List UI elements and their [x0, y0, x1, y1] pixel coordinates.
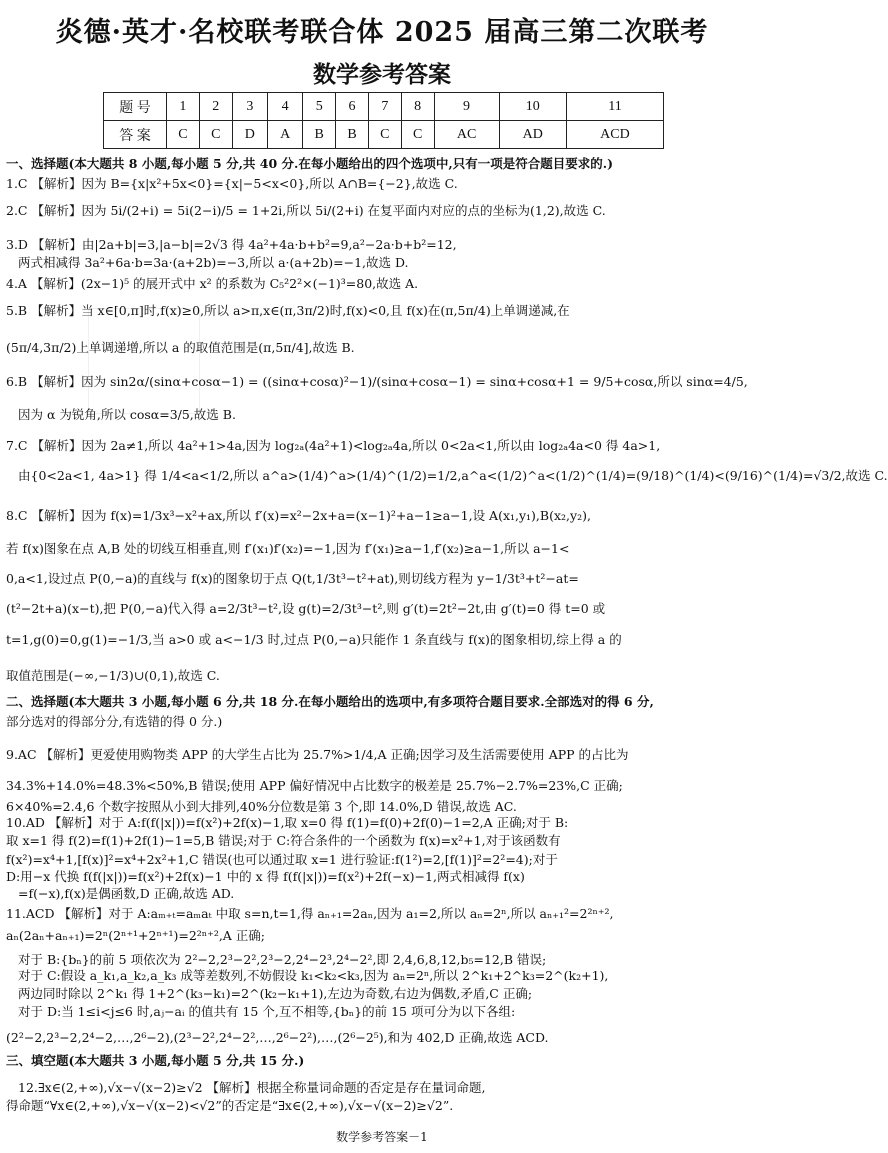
question-number: 1 — [167, 93, 200, 121]
solution-line: 34.3%+14.0%=48.3%<50%,B 错误;使用 APP 偏好情况中占比数字的极差是 25.7%−2.7%=23%,C 正确; — [6, 778, 623, 793]
question-number: 6 — [336, 93, 369, 121]
solution-line: 12.∃x∈(2,+∞),√x−√(x−2)≥√2 【解析】根据全称量词命题的否定是存在量词命题, — [18, 1080, 486, 1095]
solution-line: 5.B 【解析】当 x∈[0,π]时,f(x)≥0,所以 a>π,x∈(π,3π/2)时,f(x)<0,且 f(x)在(π,5π/4)上单调递减,在 — [6, 303, 570, 318]
answer-cell: A — [267, 121, 302, 149]
solution-line: 部分选对的得部分分,有选错的得 0 分.) — [6, 714, 223, 729]
solution-line: 对于 B:{bₙ}的前 5 项依次为 2²−2,2³−2²,2³−2,2⁴−2³,2⁴−2²,即 2,4,6,8,12,b₅=12,B 错误; — [18, 952, 547, 967]
table-row — [104, 121, 664, 149]
solution-line: 取值范围是(−∞,−1/3)∪(0,1),故选 C. — [6, 668, 220, 683]
answer-cell: C — [167, 121, 200, 149]
solution-line: f(x²)=x⁴+1,[f(x)]²=x⁴+2x²+1,C 错误(也可以通过取 x=1 进行验证:f(1²)=2,[f(1)]²=2²=4);对于 — [6, 852, 558, 867]
solution-line: 因为 α 为锐角,所以 cosα=3/5,故选 B. — [18, 407, 236, 422]
solution-line: 6.B 【解析】因为 sin2α/(sinα+cosα−1) = ((sinα+cosα)²−1)/(sinα+cosα−1) = sinα+cosα+1 = 9/5+cosα,所以 sinα=4/5, — [6, 374, 748, 389]
answer-cell: D — [232, 121, 267, 149]
solution-line: =f(−x),f(x)是偶函数,D 正确,故选 AD. — [18, 886, 235, 901]
solution-line: (t²−2t+a)(x−t),把 P(0,−a)代入得 a=2/3t³−t²,设 g(t)=2/3t³−t²,则 g′(t)=2t²−2t,由 g′(t)=0 得 t=0 或 — [6, 601, 606, 616]
question-number: 2 — [199, 93, 232, 121]
solution-line: 若 f(x)图象在点 A,B 处的切线互相垂直,则 f′(x₁)f′(x₂)=−1,因为 f′(x₁)≥a−1,f′(x₂)≥a−1,所以 a−1< — [6, 541, 570, 556]
solution-line: 两边同时除以 2^k₁ 得 1+2^(k₃−k₁)=2^(k₂−k₁+1),左边为奇数,右边为偶数,矛盾,C 正确; — [18, 986, 533, 1001]
solution-line: (2²−2,2³−2,2⁴−2,…,2⁶−2),(2³−2²,2⁴−2²,…,2⁶−2²),…,(2⁶−2⁵),和为 402,D 正确,故选 ACD. — [6, 1030, 549, 1045]
solution-line: 8.C 【解析】因为 f(x)=1/3x³−x²+ax,所以 f′(x)=x²−2x+a=(x−1)²+a−1≥a−1,设 A(x₁,y₁),B(x₂,y₂), — [6, 508, 591, 523]
solution-line: 6×40%=2.4,6 个数字按照从小到大排列,40%分位数是第 3 个,即 14.0%,D 错误,故选 AC. — [6, 799, 517, 814]
section-heading: 一、选择题(本大题共 8 小题,每小题 5 分,共 40 分.在每小题给出的四个选项中,只有一项是符合题目要求的.) — [6, 156, 613, 171]
row-label: 答 案 — [104, 121, 167, 149]
solution-line: 2.C 【解析】因为 5i/(2+i) = 5i(2−i)/5 = 1+2i,所以 5i/(2+i) 在复平面内对应的点的坐标为(1,2),故选 C. — [6, 203, 606, 218]
answer-cell: ACD — [566, 121, 663, 149]
page-footer: 数学参考答案－1 — [336, 1130, 428, 1144]
solution-line: 7.C 【解析】因为 2a≠1,所以 4a²+1>4a,因为 log₂ₐ(4a²+1)<log₂ₐ4a,所以 0<2a<1,所以由 log₂ₐ4a<0 得 4a>1, — [6, 438, 661, 453]
question-number: 9 — [434, 93, 499, 121]
solution-line: 对于 C:假设 a_k₁,a_k₂,a_k₃ 成等差数列,不妨假设 k₁<k₂<k₃,因为 aₙ=2ⁿ,所以 2^k₁+2^k₃=2^(k₂+1), — [18, 968, 609, 983]
answer-cell: C — [199, 121, 232, 149]
page-subtitle: 数学参考答案 — [313, 62, 451, 88]
solution-line: 取 x=1 得 f(2)=f(1)+2f(1)−1=5,B 错误;对于 C:符合条件的一个函数为 f(x)=x²+1,对于该函数有 — [6, 833, 561, 848]
table-row — [104, 93, 664, 121]
page-title: 炎德·英才·名校联考联合体 2025 届高三第二次联考 — [55, 17, 709, 48]
solution-line: 对于 D:当 1≤i<j≤6 时,aⱼ−aᵢ 的值共有 15 个,互不相等,{bₙ}的前 15 项可分为以下各组: — [18, 1004, 516, 1019]
row-label: 题 号 — [104, 93, 167, 121]
solution-line: 1.C 【解析】因为 B={x|x²+5x<0}={x|−5<x<0},所以 A∩B={−2},故选 C. — [6, 176, 458, 191]
question-number: 5 — [303, 93, 336, 121]
solution-line: 9.AC 【解析】更爱使用购物类 APP 的大学生占比为 25.7%>1/4,A 正确;因学习及生活需要使用 APP 的占比为 — [6, 747, 629, 762]
question-number: 3 — [232, 93, 267, 121]
question-number: 7 — [368, 93, 401, 121]
solution-line: 10.AD 【解析】对于 A:f(f(|x|))=f(x²)+2f(x)−1,取 x=0 得 f(1)=f(0)+2f(0)−1=2,A 正确;对于 B: — [6, 815, 569, 830]
answer-table — [103, 92, 664, 149]
answer-cell: AD — [499, 121, 566, 149]
solution-line: 3.D 【解析】由|2a+b|=3,|a−b|=2√3 得 4a²+4a·b+b²=9,a²−2a·b+b²=12, — [6, 237, 457, 252]
question-number: 4 — [267, 93, 302, 121]
section-heading: 三、填空题(本大题共 3 小题,每小题 5 分,共 15 分.) — [6, 1053, 305, 1068]
solution-line: 0,a<1,设过点 P(0,−a)的直线与 f(x)的图象切于点 Q(t,1/3t³−t²+at),则切线方程为 y−1/3t³+t²−at= — [6, 571, 579, 586]
answer-cell: C — [368, 121, 401, 149]
section-heading: 二、选择题(本大题共 3 小题,每小题 6 分,共 18 分.在每小题给出的选项中,有多项符合题目要求.全部选对的得 6 分, — [6, 694, 654, 709]
question-number: 8 — [401, 93, 434, 121]
solution-line: t=1,g(0)=0,g(1)=−1/3,当 a>0 或 a<−1/3 时,过点 P(0,−a)只能作 1 条直线与 f(x)的图象相切,综上得 a 的 — [6, 632, 622, 647]
solution-line: (5π/4,3π/2)上单调递增,所以 a 的取值范围是(π,5π/4],故选 B. — [6, 340, 355, 355]
solution-line: D:用−x 代换 f(f(|x|))=f(x²)+2f(x)−1 中的 x 得 f(f(|x|))=f(x²)+2f(−x)−1,两式相减得 f(x) — [6, 869, 525, 884]
question-number: 10 — [499, 93, 566, 121]
answer-cell: AC — [434, 121, 499, 149]
solution-line: 得命题“∀x∈(2,+∞),√x−√(x−2)<√2”的否定是“∃x∈(2,+∞),√x−√(x−2)≥√2”. — [6, 1098, 454, 1113]
watermark-stamp — [88, 308, 200, 414]
solution-line: aₙ(2aₙ+aₙ₊₁)=2ⁿ(2ⁿ⁺¹+2ⁿ⁺¹)=2²ⁿ⁺²,A 正确; — [6, 928, 266, 943]
solution-line: 两式相减得 3a²+6a·b=3a·(a+2b)=−3,所以 a·(a+2b)=−1,故选 D. — [18, 255, 409, 270]
answer-cell: B — [336, 121, 369, 149]
answer-cell: B — [303, 121, 336, 149]
solution-line: 11.ACD 【解析】对于 A:aₘ₊ₜ=aₘaₜ 中取 s=n,t=1,得 aₙ₊₁=2aₙ,因为 a₁=2,所以 aₙ=2ⁿ,所以 aₙ₊₁²=2²ⁿ⁺², — [6, 906, 614, 921]
solution-line: 4.A 【解析】(2x−1)⁵ 的展开式中 x² 的系数为 C₅²2²×(−1)³=80,故选 A. — [6, 276, 419, 291]
solution-line: 由{0<2a<1, 4a>1} 得 1/4<a<1/2,所以 a^a>(1/4)^a>(1/4)^(1/2)=1/2,a^a<(1/2)^a<(1/2)^(1/4)=(9/18)^(1/4)<(9/16)^(1/4)=√3/2,故选 C. — [18, 468, 888, 483]
question-number: 11 — [566, 93, 663, 121]
answer-cell: C — [401, 121, 434, 149]
